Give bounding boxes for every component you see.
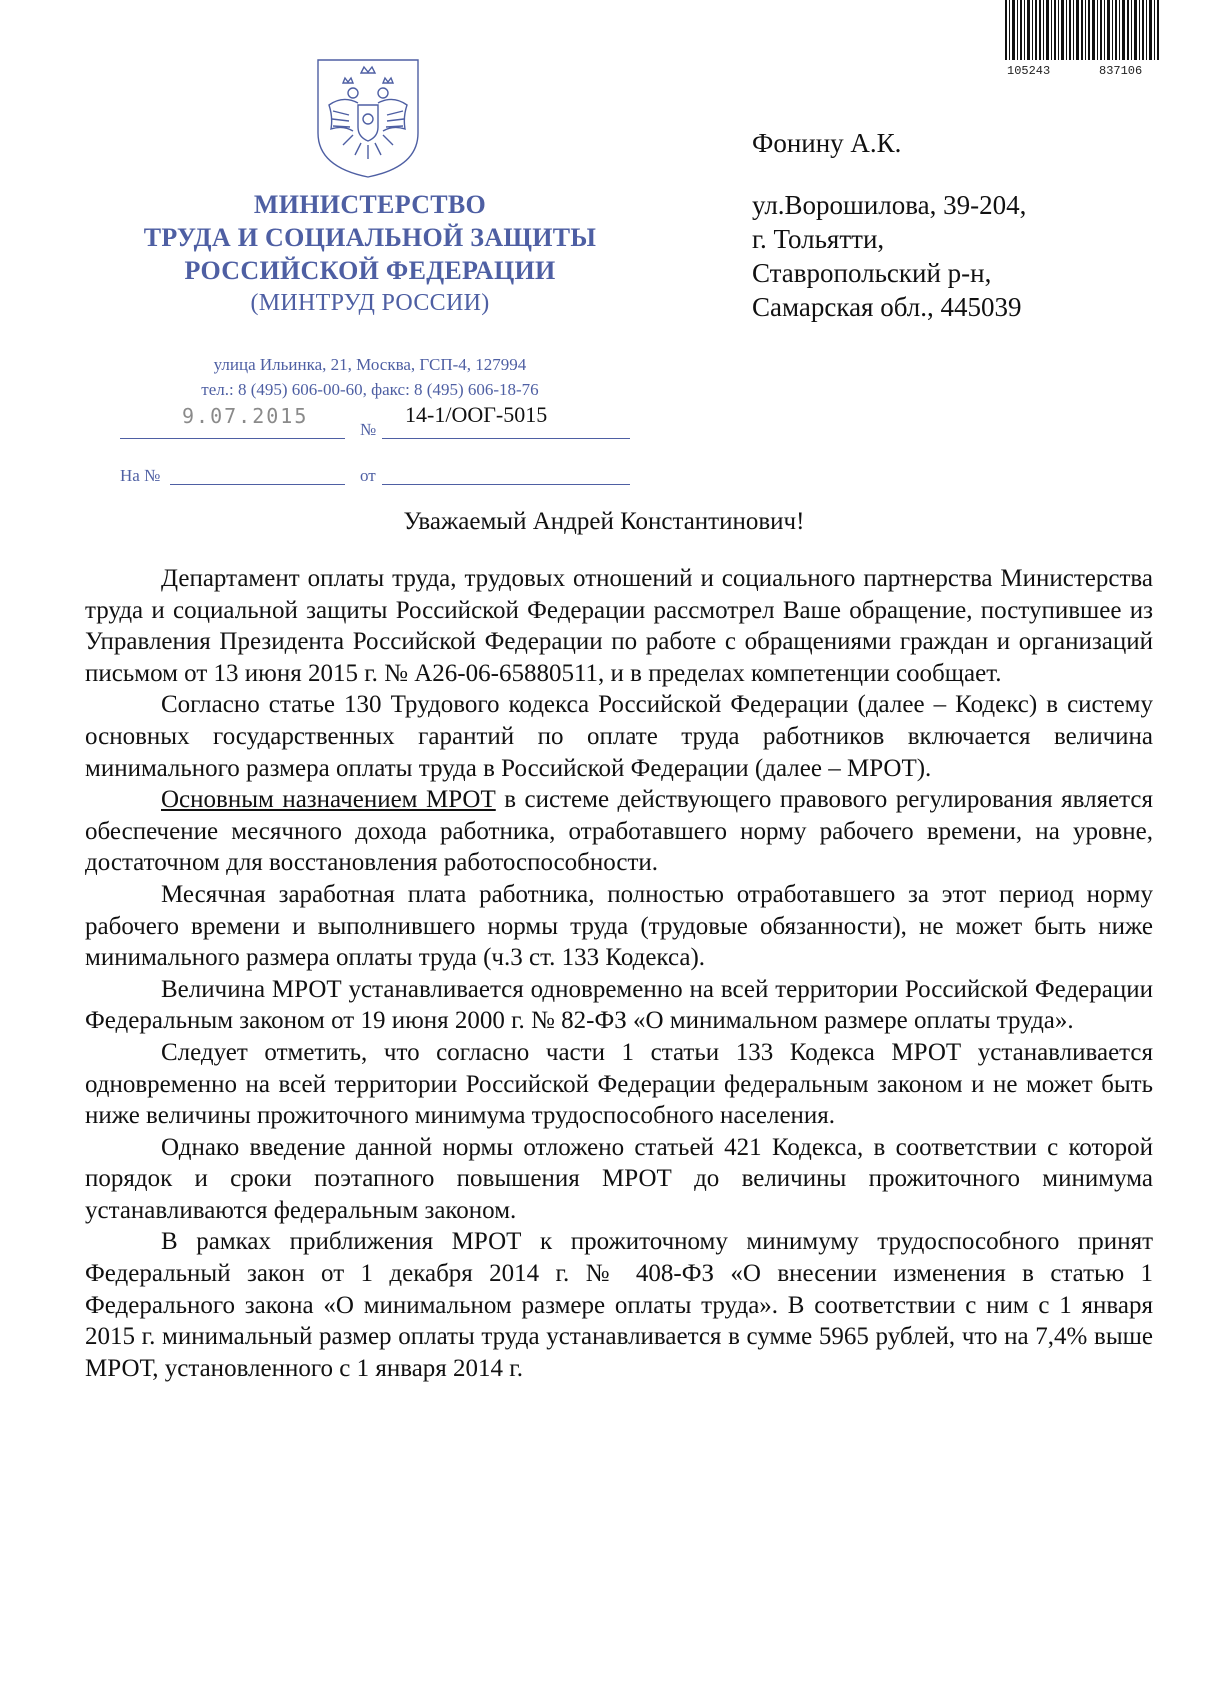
paragraph-5: Величина МРОТ устанавливается одновременно на всей территории Российской Федерации Федеральным законом от 19 июня 2000 г. № 82-ФЗ «О минимальном размере оплаты труда». [85, 975, 1153, 1035]
addressee-line-3: Ставропольский р-н, [752, 258, 992, 288]
ministry-contacts [140, 352, 600, 402]
paragraph-3 [85, 784, 1153, 879]
barcode [1003, 0, 1163, 82]
barcode-number-left: 105243 [1007, 64, 1051, 78]
paragraph-7: Однако введение данной нормы отложено статьей 421 Кодекса, в соответствии с которой порядок и сроки поэтапного повышения МРОТ до величины прожиточного минимума устанавливаются федеральным законом. [85, 1133, 1153, 1224]
paragraph-3-rest: в системе действующего правового регулирования является обеспечение месячного дохода работника, отработавшего норму рабочего времени, на уровне, достаточном для восстановления работоспособности. [85, 786, 1154, 877]
addressee-block [752, 126, 1172, 324]
coat-of-arms-icon [313, 55, 423, 180]
addressee-line-4: Самарская обл., 445039 [752, 292, 1022, 322]
barcode-bars [1003, 0, 1163, 64]
paragraph-2: Согласно статье 130 Трудового кодекса Российской Федерации (далее – Кодекс) в систему основных государственных гарантий по оплате труда работников включается величина минимального размера оплаты труда в Российской Федерации (далее – МРОТ). [85, 691, 1153, 782]
salutation: Уважаемый Андрей Константинович! [403, 508, 805, 535]
underlined-phrase: Основным назначением МРОТ [161, 786, 496, 814]
registration-line [120, 402, 630, 442]
addressee-line-2: г. Тольятти, [752, 224, 885, 254]
ministry-address: улица Ильинка, 21, Москва, ГСП-4, 127994 [213, 355, 527, 374]
ministry-name [110, 188, 630, 320]
ministry-line-2: ТРУДА И СОЦИАЛЬНОЙ ЗАЩИТЫ [143, 223, 597, 252]
reference-number-underline [170, 484, 345, 485]
registration-number: 14-1/ООГ-5015 [405, 402, 548, 427]
ministry-line-3: РОССИЙСКОЙ ФЕДЕРАЦИИ [184, 256, 556, 285]
reference-number-label: На № [120, 466, 161, 485]
date-stamp: 9.07.2015 [182, 404, 309, 428]
addressee-name: Фонину А.К. [752, 128, 902, 158]
ministry-phone-fax: тел.: 8 (495) 606-00-60, факс: 8 (495) 606-18-76 [201, 380, 539, 399]
paragraph-4: Месячная заработная плата работника, полностью отработавшего за этот период норму рабочего времени и выполнившего нормы труда (трудовые обязанности), не может быть ниже минимального размера оплаты труда (ч.3 ст. 133 Кодекса). [85, 880, 1153, 972]
reference-date-underline [382, 484, 630, 485]
number-underline [382, 438, 630, 439]
date-underline [120, 438, 345, 439]
ministry-line-1: МИНИСТЕРСТВО [253, 190, 487, 219]
ministry-short-name: (МИНТРУД РОССИИ) [250, 290, 490, 316]
number-sign: № [360, 420, 377, 439]
paragraph-8: В рамках приближения МРОТ к прожиточному минимуму трудоспособного принят Федеральный закон от 1 декабря 2014 г. № 408-ФЗ «О внесении изменения в статью 1 Федерального закона «О минимальном размере оплаты труда». В соответствии с ним с 1 января 2015 г. минимальный размер оплаты труда устанавливается в сумме 5965 рублей, что на 7,4% выше МРОТ, установленного с 1 января 2014 г. [85, 1228, 1153, 1382]
paragraph-6: Следует отметить, что согласно части 1 статьи 133 Кодекса МРОТ устанавливается одновременно на всей территории Российской Федерации федеральным законом и не может быть ниже величины прожиточного минимума трудоспособного населения. [85, 1038, 1153, 1130]
reference-line [120, 462, 630, 492]
addressee-line-1: ул.Ворошилова, 39-204, [752, 190, 1027, 220]
letter-body [85, 563, 1153, 1384]
reference-date-label: от [360, 466, 376, 485]
paragraph-1: Департамент оплаты труда, трудовых отношений и социального партнерства Министерства труда и социальной защиты Российской Федерации рассмотрел Ваше обращение, поступившее из Управления Президента Российской Федерации по работе с обращениями граждан и организаций письмом от 13 июня 2015 г. № А26-06-65880511, и в пределах компетенции сообщает. [85, 565, 1153, 687]
barcode-number-right: 837106 [1099, 64, 1143, 78]
